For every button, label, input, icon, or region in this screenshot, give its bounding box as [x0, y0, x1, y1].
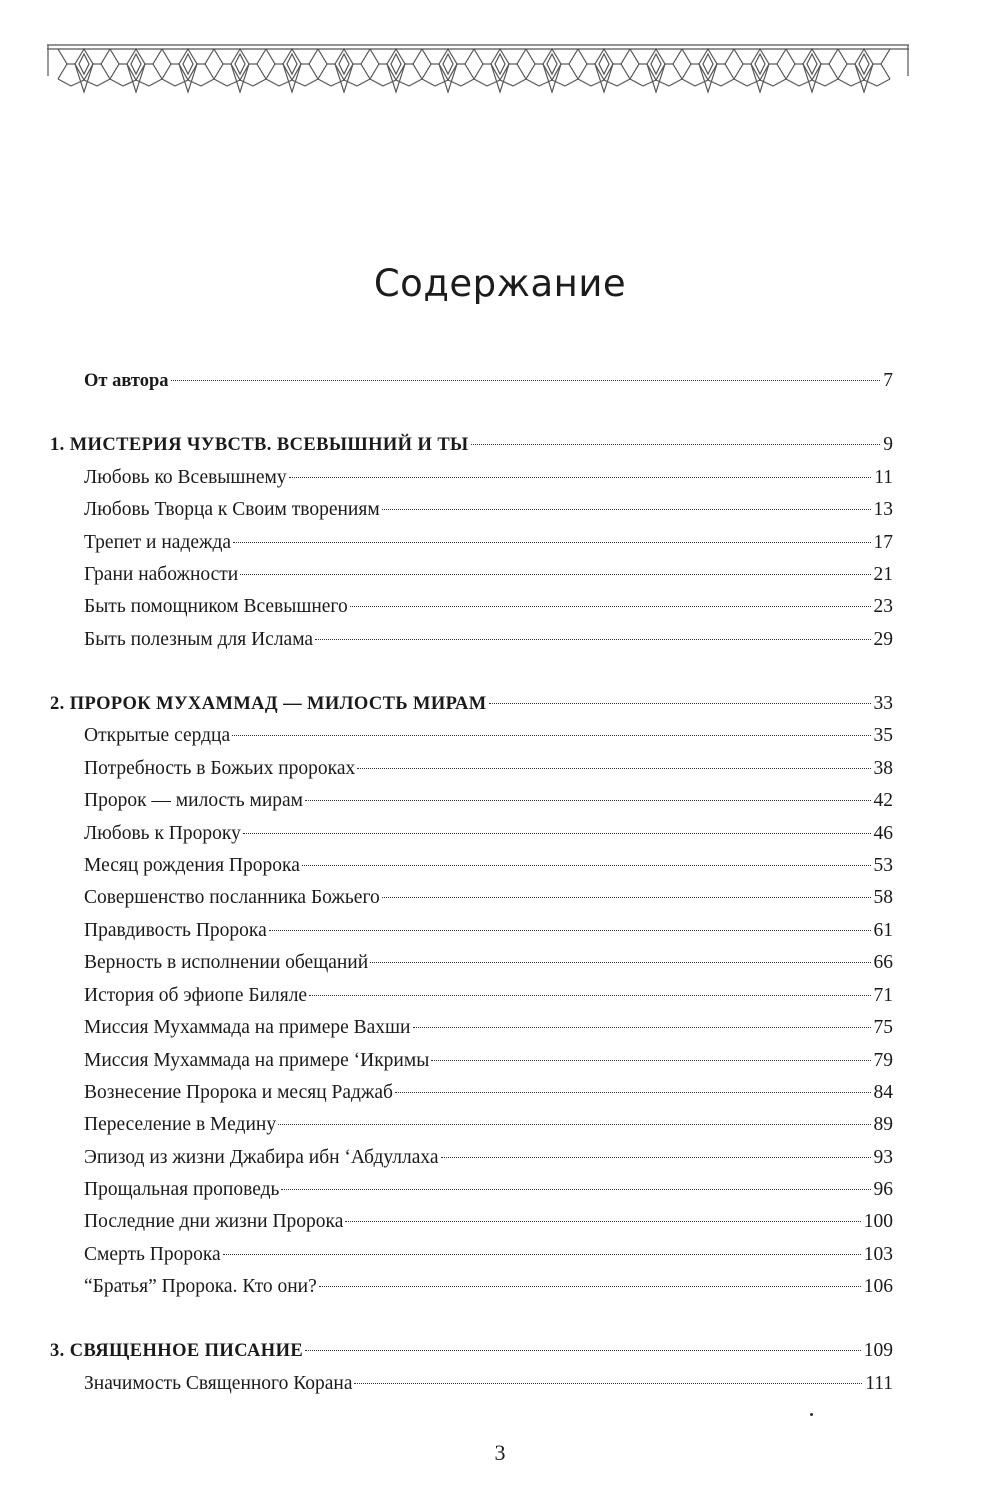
toc-leader-dots [350, 606, 871, 607]
toc-entry[interactable] [84, 1014, 893, 1042]
toc-page-number: 96 [873, 1179, 893, 1200]
toc-entry[interactable] [84, 1241, 893, 1269]
toc-entry-title: Пророк — милость мирам [84, 790, 304, 811]
toc-leader-dots [240, 574, 870, 575]
toc-leader-dots [281, 1189, 870, 1190]
toc-page-number: 33 [873, 693, 893, 714]
toc-entry[interactable] [84, 755, 893, 783]
toc-leader-dots [357, 768, 870, 769]
toc-entry[interactable] [84, 1079, 893, 1107]
toc-leader-dots [309, 995, 870, 996]
toc-page-number: 21 [873, 564, 893, 585]
toc-entry-title: Быть помощником Всевышнего [84, 596, 348, 617]
toc-entry[interactable] [84, 884, 893, 912]
toc-leader-dots [382, 897, 871, 898]
toc-entry[interactable] [84, 1370, 893, 1398]
toc-page-number: 58 [873, 887, 893, 908]
toc-entry[interactable] [84, 852, 893, 880]
toc-leader-dots [441, 1157, 871, 1158]
toc-page-number: 7 [883, 370, 893, 391]
toc-page-number: 84 [873, 1082, 893, 1103]
toc-page-number: 42 [873, 790, 893, 811]
toc-entry-title: Миссия Мухаммада на примере Вахши [84, 1017, 411, 1038]
toc-entry-title: Грани набожности [84, 564, 239, 585]
toc-leader-dots [489, 703, 871, 704]
toc-leader-dots [171, 380, 881, 381]
toc-entry[interactable] [84, 1111, 893, 1139]
toc-leader-dots [382, 509, 871, 510]
toc-leader-dots [315, 639, 870, 640]
toc-entry[interactable] [84, 464, 893, 492]
toc-entry-title: Быть полезным для Ислама [84, 629, 314, 650]
toc-entry-title: 2. ПРОРОК МУХАММАД — МИЛОСТЬ МИРАМ [50, 694, 487, 714]
toc-entry[interactable] [84, 1208, 893, 1236]
toc-entry-title: Миссия Мухаммада на примере ‘Икримы [84, 1050, 430, 1071]
toc-page-number: 79 [873, 1050, 893, 1071]
toc-entry-title: Трепет и надежда [84, 532, 232, 553]
toc-entry-title: Любовь к Пророку [84, 823, 241, 844]
toc-page-number: 23 [873, 596, 893, 617]
toc-entry[interactable] [84, 949, 893, 977]
toc-page-number: 66 [873, 952, 893, 973]
toc-page-number: 75 [873, 1017, 893, 1038]
toc-entry-title: Верность в исполнении обещаний [84, 952, 369, 973]
toc-entry[interactable] [84, 722, 893, 750]
toc-entry[interactable] [84, 1144, 893, 1172]
toc-leader-dots [395, 1092, 871, 1093]
toc-leader-dots [289, 477, 872, 478]
toc-leader-dots [278, 1124, 870, 1125]
toc-page-number: 111 [865, 1373, 893, 1394]
toc-page-number: 9 [883, 434, 893, 455]
toc-page-number: 38 [873, 758, 893, 779]
toc-entry-title: Любовь ко Всевышнему [84, 467, 287, 488]
toc-entry-title: Переселение в Медину [84, 1114, 277, 1135]
toc-entry[interactable] [84, 787, 893, 815]
print-speck [810, 1413, 813, 1416]
toc-entry-title: Правдивость Пророка [84, 920, 267, 941]
toc-entry-title: Любовь Творца к Своим творениям [84, 499, 380, 520]
toc-entry-title: История об эфиопе Биляле [84, 985, 308, 1006]
toc-leader-dots [233, 542, 870, 543]
toc-entry-title: Открытые сердца [84, 725, 231, 746]
toc-entry[interactable] [84, 593, 893, 621]
toc-leader-dots [413, 1027, 871, 1028]
toc-leader-dots [243, 833, 871, 834]
toc-entry-title: Эпизод из жизни Джабира ибн ‘Абдуллаха [84, 1147, 439, 1168]
toc-leader-dots [431, 1060, 870, 1061]
toc-page-number: 103 [863, 1244, 893, 1265]
page-title: Содержание [373, 262, 627, 305]
toc-page-number: 71 [873, 985, 893, 1006]
toc-entry-title: “Братья” Пророка. Кто они? [84, 1276, 317, 1297]
toc-leader-dots [269, 930, 871, 931]
toc-leader-dots [319, 1286, 861, 1287]
toc-entry-title: Месяц рождения Пророка [84, 855, 300, 876]
toc-leader-dots [305, 800, 870, 801]
toc-chapter-2[interactable] [50, 690, 893, 718]
toc-page-number: 29 [873, 629, 893, 650]
toc-page-number: 53 [873, 855, 893, 876]
toc-entry-title: Последние дни жизни Пророка [84, 1211, 344, 1232]
toc-page-number: 61 [873, 920, 893, 941]
toc-entry-front[interactable] [84, 367, 893, 395]
toc-entry[interactable] [84, 626, 893, 654]
toc-entry-title: Совершенство посланника Божьего [84, 887, 380, 908]
toc-page-number: 109 [863, 1340, 893, 1361]
toc-entry-title: От автора [84, 371, 169, 391]
toc-page-number: 106 [863, 1276, 893, 1297]
toc-entry[interactable] [84, 917, 893, 945]
toc-entry[interactable] [84, 982, 893, 1010]
page-number: 3 [494, 1440, 506, 1465]
toc-entry-title: Прощальная проповедь [84, 1179, 280, 1200]
toc-entry[interactable] [84, 529, 893, 557]
toc-leader-dots [232, 735, 870, 736]
toc-entry[interactable] [84, 820, 893, 848]
toc-leader-dots [471, 444, 881, 445]
toc-page-number: 93 [873, 1147, 893, 1168]
toc-page-number: 89 [873, 1114, 893, 1135]
toc-leader-dots [305, 1350, 861, 1351]
toc-leader-dots [370, 962, 870, 963]
toc-entry[interactable] [84, 1047, 893, 1075]
toc-leader-dots [302, 865, 871, 866]
toc-entry[interactable] [84, 561, 893, 589]
toc-entry-title: Значимость Священного Корана [84, 1373, 353, 1394]
toc-page-number: 100 [863, 1211, 893, 1232]
toc-page-number: 46 [873, 823, 893, 844]
toc-leader-dots [354, 1383, 862, 1384]
toc-leader-dots [345, 1221, 860, 1222]
toc-entry-title: Вознесение Пророка и месяц Раджаб [84, 1082, 393, 1103]
toc-page-number: 11 [874, 467, 893, 488]
toc-entry-title: Потребность в Божьих пророках [84, 758, 356, 779]
toc-entry-title: 3. СВЯЩЕННОЕ ПИСАНИЕ [50, 1341, 304, 1361]
toc-page-number: 35 [873, 725, 893, 746]
toc-chapter-1[interactable] [50, 431, 893, 459]
toc-entry[interactable] [84, 1176, 893, 1204]
toc-chapter-3[interactable] [50, 1337, 893, 1365]
toc-page-number: 17 [873, 532, 893, 553]
toc-page-number: 13 [873, 499, 893, 520]
toc-entry[interactable] [84, 496, 893, 524]
toc-entry-title: 1. МИСТЕРИЯ ЧУВСТВ. ВСЕВЫШНИЙ И ТЫ [50, 435, 469, 455]
toc-entry[interactable] [84, 1273, 893, 1301]
toc-entry-title: Смерть Пророка [84, 1244, 221, 1265]
toc-leader-dots [223, 1254, 861, 1255]
